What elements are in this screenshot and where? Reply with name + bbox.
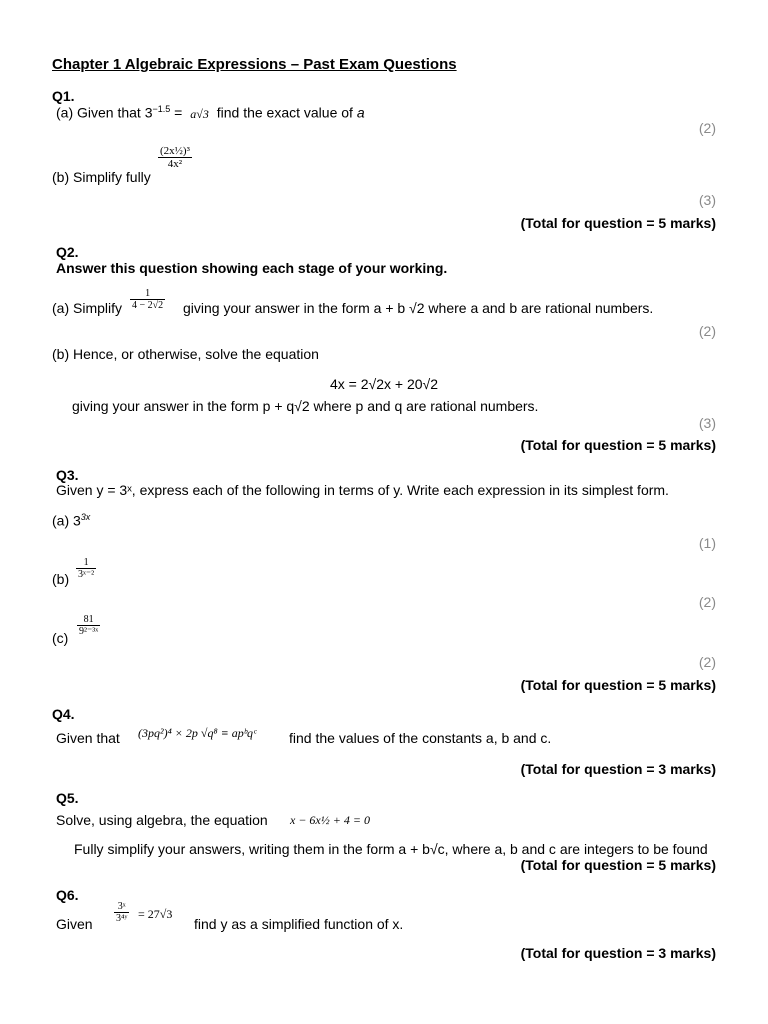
q1a-marks: (2) [698,120,716,136]
q2-label: Q2. [56,244,79,260]
q1a-math: a√3 [190,106,209,121]
q1a-exponent: −1.5 [152,104,171,114]
q1a-var: a [356,104,365,121]
q4-pre: Given that [56,730,120,746]
q1-label: Q1. [52,88,75,104]
q2b-text: (b) Hence, or otherwise, solve the equation [52,346,319,362]
q5-instruction: Fully simplify your answers, writing them in the form a + b√c, where a, b and c are integers to be found [74,841,708,857]
q2b-post: giving your answer in the form p + q√2 where p and q are rational numbers. [72,398,539,414]
q1b-text: (b) Simplify fully [52,169,151,185]
q6-fraction [114,901,129,924]
q3a-text [52,512,90,529]
q3c-denominator: 9²⁻³ˣ [79,626,99,637]
q3-intro: Given y = 3ˣ, express each of the following in terms of y. Write each expression in its simplest form. [56,482,669,498]
q1a-equals: = [170,104,187,121]
q1b-marks: (3) [698,192,716,208]
q4-label: Q4. [52,706,75,722]
q2b-equation: 4x = 2√2x + 20√2 [330,376,438,392]
q2a-numerator: 1 [145,288,151,299]
q3b-denominator: 3ˣ⁻² [78,569,95,580]
q2b-marks: (3) [698,415,716,431]
q4-math: (3pq²)⁴ × 2p √q⁸ ≡ apᵇqᶜ [138,726,257,740]
q1b-numerator: (2x½)³ [160,145,190,157]
q3c-marks: (2) [698,654,716,670]
q2a-fraction [130,288,165,311]
q6-pre: Given [56,916,93,932]
q1b-denominator: 4x² [158,157,192,170]
q6-denominator: 3⁴ʸ [116,913,128,924]
q3c-fraction [77,614,100,637]
q2a-denominator: 4 − 2√2 [132,300,164,311]
q1b-fraction [158,145,192,170]
q2-total: (Total for question = 5 marks) [520,437,716,453]
q3b-numerator: 1 [83,557,89,568]
q5-label: Q5. [56,790,79,806]
q1a-prefix: (a) Given that 3 [56,104,153,121]
q3b-label: (b) [52,571,70,587]
q4-total: (Total for question = 3 marks) [520,761,716,777]
q3a-exponent: 3x [80,512,91,522]
q6-numerator: 3ˣ [117,901,126,912]
q1-total: (Total for question = 5 marks) [520,215,716,231]
q2a-text: (a) Simplify [52,300,123,316]
q5-total: (Total for question = 5 marks) [520,857,716,873]
q3c-numerator: 81 [83,614,94,625]
page-title: Chapter 1 Algebraic Expressions – Past Exam Questions [52,56,457,73]
q6-total: (Total for question = 3 marks) [520,945,716,961]
q1a-post: find the exact value of [216,104,357,121]
q6-post: find y as a simplified function of x. [194,916,404,932]
q5-math: x − 6x½ + 4 = 0 [290,813,370,827]
q6-label: Q6. [56,887,79,903]
q3b-marks: (2) [698,594,716,610]
q3a-marks: (1) [698,535,716,551]
q2-instruction: Answer this question showing each stage of your working. [56,260,448,276]
q1a-text [56,104,365,122]
q3b-fraction [76,557,96,580]
q2a-post: giving your answer in the form a + b √2 where a and b are rational numbers. [183,300,654,316]
q2a-marks: (2) [698,323,716,339]
q3a-label: (a) 3 [52,512,81,529]
q3-label: Q3. [56,467,79,483]
q3c-label: (c) [52,630,69,646]
q4-post: find the values of the constants a, b and c. [289,730,552,746]
q5-pre: Solve, using algebra, the equation [56,812,268,828]
q3-total: (Total for question = 5 marks) [520,677,716,693]
q6-equals: = 27√3 [138,907,173,921]
